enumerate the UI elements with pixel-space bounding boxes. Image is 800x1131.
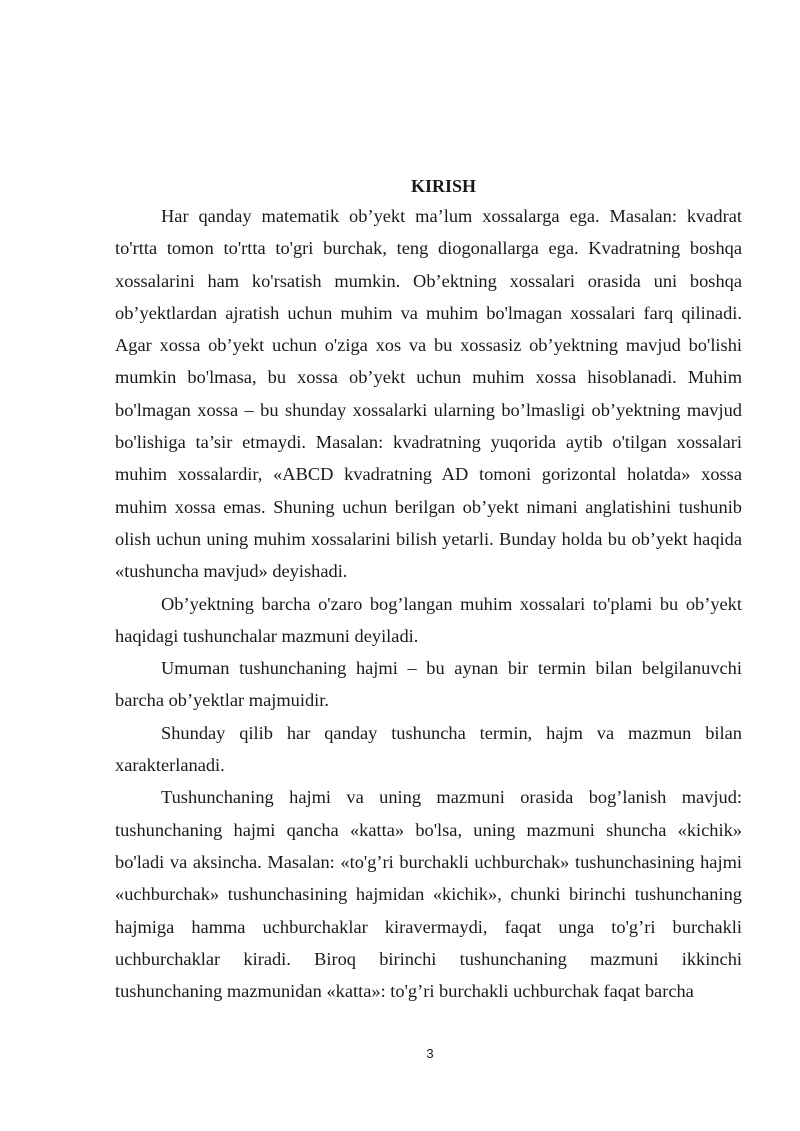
paragraph: Tushunchaning hajmi va uning mazmuni orasida bog’lanish mavjud: tushunchaning hajmi qancha «katta» bo'lsa, uning mazmuni shuncha «kichik» bo'ladi va aksincha. Masalan: «to'g’ri burchakli uchburchak» tushunchasining hajmi «uchburchak» tushunchasining hajmidan «kichik», chunki birinchi tushunchaning hajmiga hamma uchburchaklar kiravermaydi, faqat unga to'g’ri burchakli uchburchaklar kiradi. Biroq birinchi tushunchaning mazmuni ikkinchi tushunchaning mazmunidan «katta»: to'g’ri burchakli uchburchak faqat barcha: [115, 787, 742, 1002]
paragraph: Shunday qilib har qanday tushuncha termin, hajm va mazmun bilan xarakterlanadi.: [115, 722, 742, 776]
paragraph: Har qanday matematik ob’yekt ma’lum xossalarga ega. Masalan: kvadrat to'rtta tomon to'rtta to'gri burchak, teng diogonallarga ega. Kvadratning boshqa xossalarini ham ko'rsatish mumkin. Ob’ektning xossalari orasida uni boshqa ob’yektlardan ajratish uchun muhim va muhim bo'lmagan xossalari farq qilinadi. Agar xossa ob’yekt uchun o'ziga xos va bu xossasiz ob’yektning mavjud bo'lishi mumkin bo'lmasa, bu xossa ob’yekt uchun muhim xossa hisoblanadi. Muhim bo'lmagan xossa – bu shunday xossalarki ularning bo’lmasligi ob’yektning mavjud bo'lishiga ta’sir etmaydi. Masalan: kvadratning yuqorida aytib o'tilgan xossalari muhim xossalardir, «ABCD kvadratning AD tomoni gorizontal holatda» xossa muhim xossa emas. Shuning uchun berilgan ob’yekt nimani anglatishini tushunib olish uchun uning muhim xossalarini bilish yetarli. Bunday holda bu ob’yekt haqida «tushuncha mavjud» deyishadi.: [115, 206, 742, 582]
paragraph: Ob’yektning barcha o'zaro bog’langan muhim xossalari to'plami bu ob’yekt haqidagi tushunchalar mazmuni deyiladi.: [115, 593, 742, 646]
paragraph: Umuman tushunchaning hajmi – bu aynan bir termin bilan belgilanuvchi barcha ob’yektlar majmuidir.: [115, 658, 742, 711]
page-number: 3: [426, 1046, 434, 1061]
section-heading: KIRISH: [410, 176, 477, 196]
document-body: [115, 172, 742, 1007]
